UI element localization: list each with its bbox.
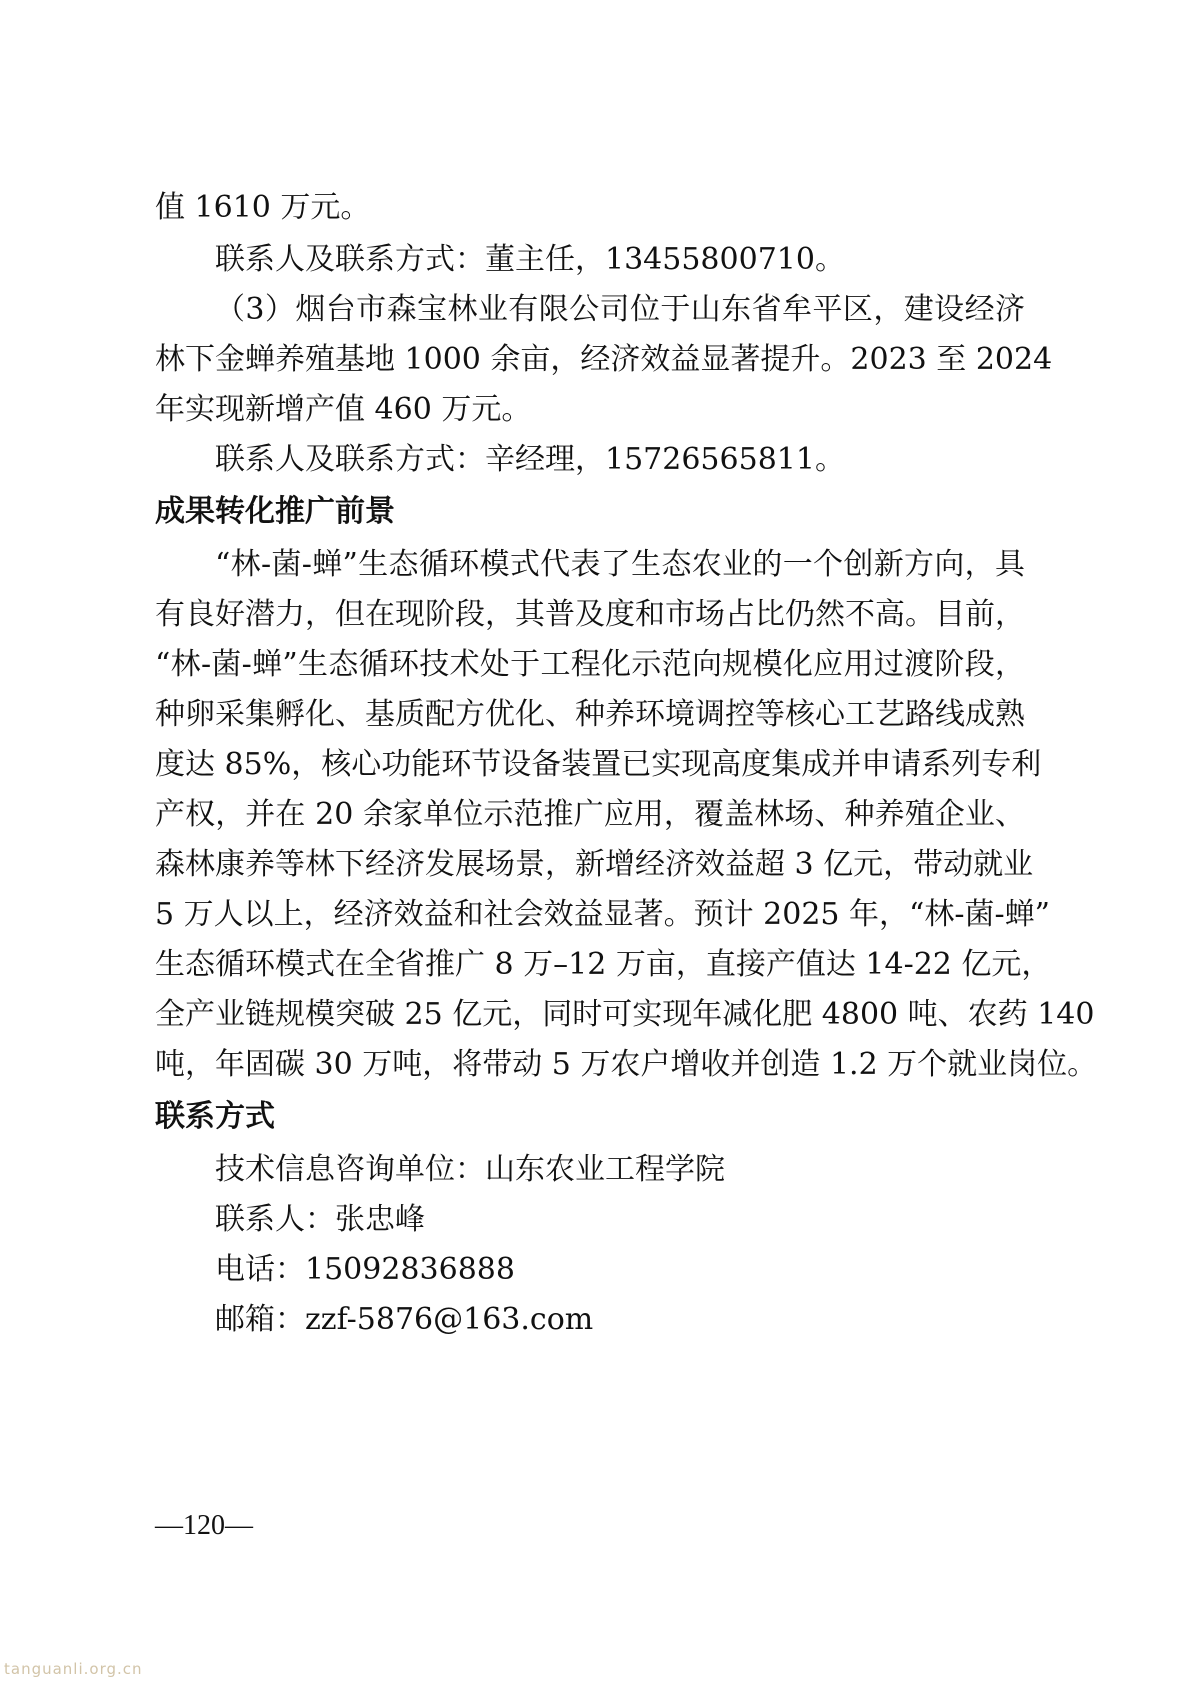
contact-line: 联系人及联系方式：董主任，13455800710。 bbox=[215, 242, 845, 277]
contact-line: 联系人及联系方式：辛经理，15726565811。 bbox=[215, 442, 845, 477]
paragraph-line: 全产业链规模突破 25 亿元，同时可实现年减化肥 4800 吨、农药 140 bbox=[155, 997, 1095, 1032]
contact-email: 邮箱：zzf-5876@163.com bbox=[215, 1302, 594, 1337]
section-heading-prospect: 成果转化推广前景 bbox=[155, 494, 395, 529]
contact-unit: 技术信息咨询单位：山东农业工程学院 bbox=[215, 1152, 725, 1187]
contact-person: 联系人：张忠峰 bbox=[215, 1202, 425, 1237]
paragraph-line: 有良好潜力，但在现阶段，其普及度和市场占比仍然不高。目前， bbox=[155, 597, 1025, 632]
paragraph-line: 生态循环模式在全省推广 8 万–12 万亩，直接产值达 14-22 亿元， bbox=[155, 947, 1052, 982]
text-line: 年实现新增产值 460 万元。 bbox=[155, 392, 532, 427]
paragraph-line: 森林康养等林下经济发展场景，新增经济效益超 3 亿元，带动就业 bbox=[155, 847, 1034, 882]
paragraph-line: “林-菌-蝉”生态循环模式代表了生态农业的一个创新方向，具 bbox=[215, 547, 1025, 582]
watermark: tanguanli.org.cn bbox=[4, 1660, 143, 1678]
paragraph-line: 度达 85%，核心功能环节设备装置已实现高度集成并申请系列专利 bbox=[155, 747, 1042, 782]
text-line: （3）烟台市森宝林业有限公司位于山东省牟平区，建设经济 bbox=[215, 292, 1025, 327]
paragraph-line: 吨，年固碳 30 万吨，将带动 5 万农户增收并创造 1.2 万个就业岗位。 bbox=[155, 1047, 1098, 1082]
paragraph-line: “林-菌-蝉”生态循环技术处于工程化示范向规模化应用过渡阶段， bbox=[155, 647, 1025, 682]
section-heading-contact: 联系方式 bbox=[155, 1099, 275, 1134]
text-line: 林下金蝉养殖基地 1000 余亩，经济效益显著提升。2023 至 2024 bbox=[155, 342, 1053, 377]
paragraph-line: 产权，并在 20 余家单位示范推广应用，覆盖林场、种养殖企业、 bbox=[155, 797, 1025, 832]
paragraph-line: 种卵采集孵化、基质配方优化、种养环境调控等核心工艺路线成熟 bbox=[155, 697, 1025, 732]
page-number: —120— bbox=[155, 1510, 253, 1541]
paragraph-line: 5 万人以上，经济效益和社会效益显著。预计 2025 年，“林-菌-蝉” bbox=[155, 897, 1050, 932]
text-line: 值 1610 万元。 bbox=[155, 190, 371, 225]
contact-phone: 电话：15092836888 bbox=[215, 1252, 515, 1287]
